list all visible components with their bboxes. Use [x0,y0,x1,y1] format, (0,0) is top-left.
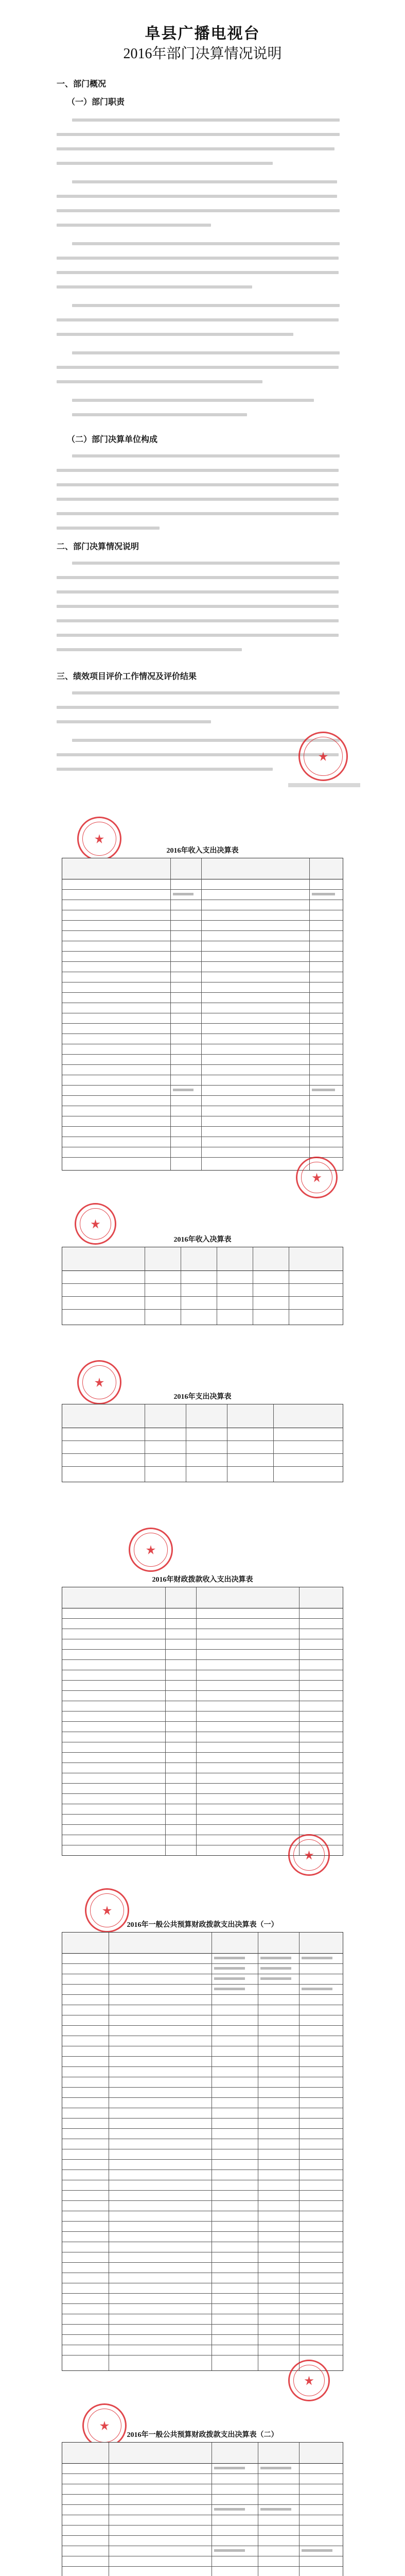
table-title: 2016年财政拨款收入支出决算表 [152,1576,253,1584]
section-heading: 一、部门概况 [57,80,107,89]
org-title: 阜县广播电视台 [145,25,260,42]
table-title: 2016年收入支出决算表 [166,847,239,855]
section-heading: 二、部门决算情况说明 [57,543,139,551]
official-seal [298,732,348,781]
official-seal [82,2403,127,2448]
income-expenditure-table [62,858,343,1171]
subsection-heading: （二）部门决算单位构成 [67,435,158,444]
general-budget-table-2 [62,2442,343,2576]
section-heading: 三、绩效项目评价工作情况及评价结果 [57,672,197,681]
table-title: 2016年一般公共预算财政拨款支出决算表（二） [127,2431,278,2439]
document-title: 2016年部门决算情况说明 [123,46,282,62]
income-table [62,1247,343,1325]
official-seal [296,1157,338,1198]
official-seal [129,1528,173,1572]
table-title: 2016年支出决算表 [173,1393,232,1401]
signature-date [288,783,360,787]
table-title: 2016年一般公共预算财政拨款支出决算表（一） [127,1921,278,1929]
fiscal-allocation-table [62,1587,343,1856]
official-seal [288,1834,330,1876]
official-seal [288,2360,330,2401]
general-budget-table-1 [62,1932,343,2371]
expenditure-table [62,1404,343,1482]
subsection-heading: （一）部门职责 [67,98,125,107]
table-title: 2016年收入决算表 [173,1236,232,1244]
